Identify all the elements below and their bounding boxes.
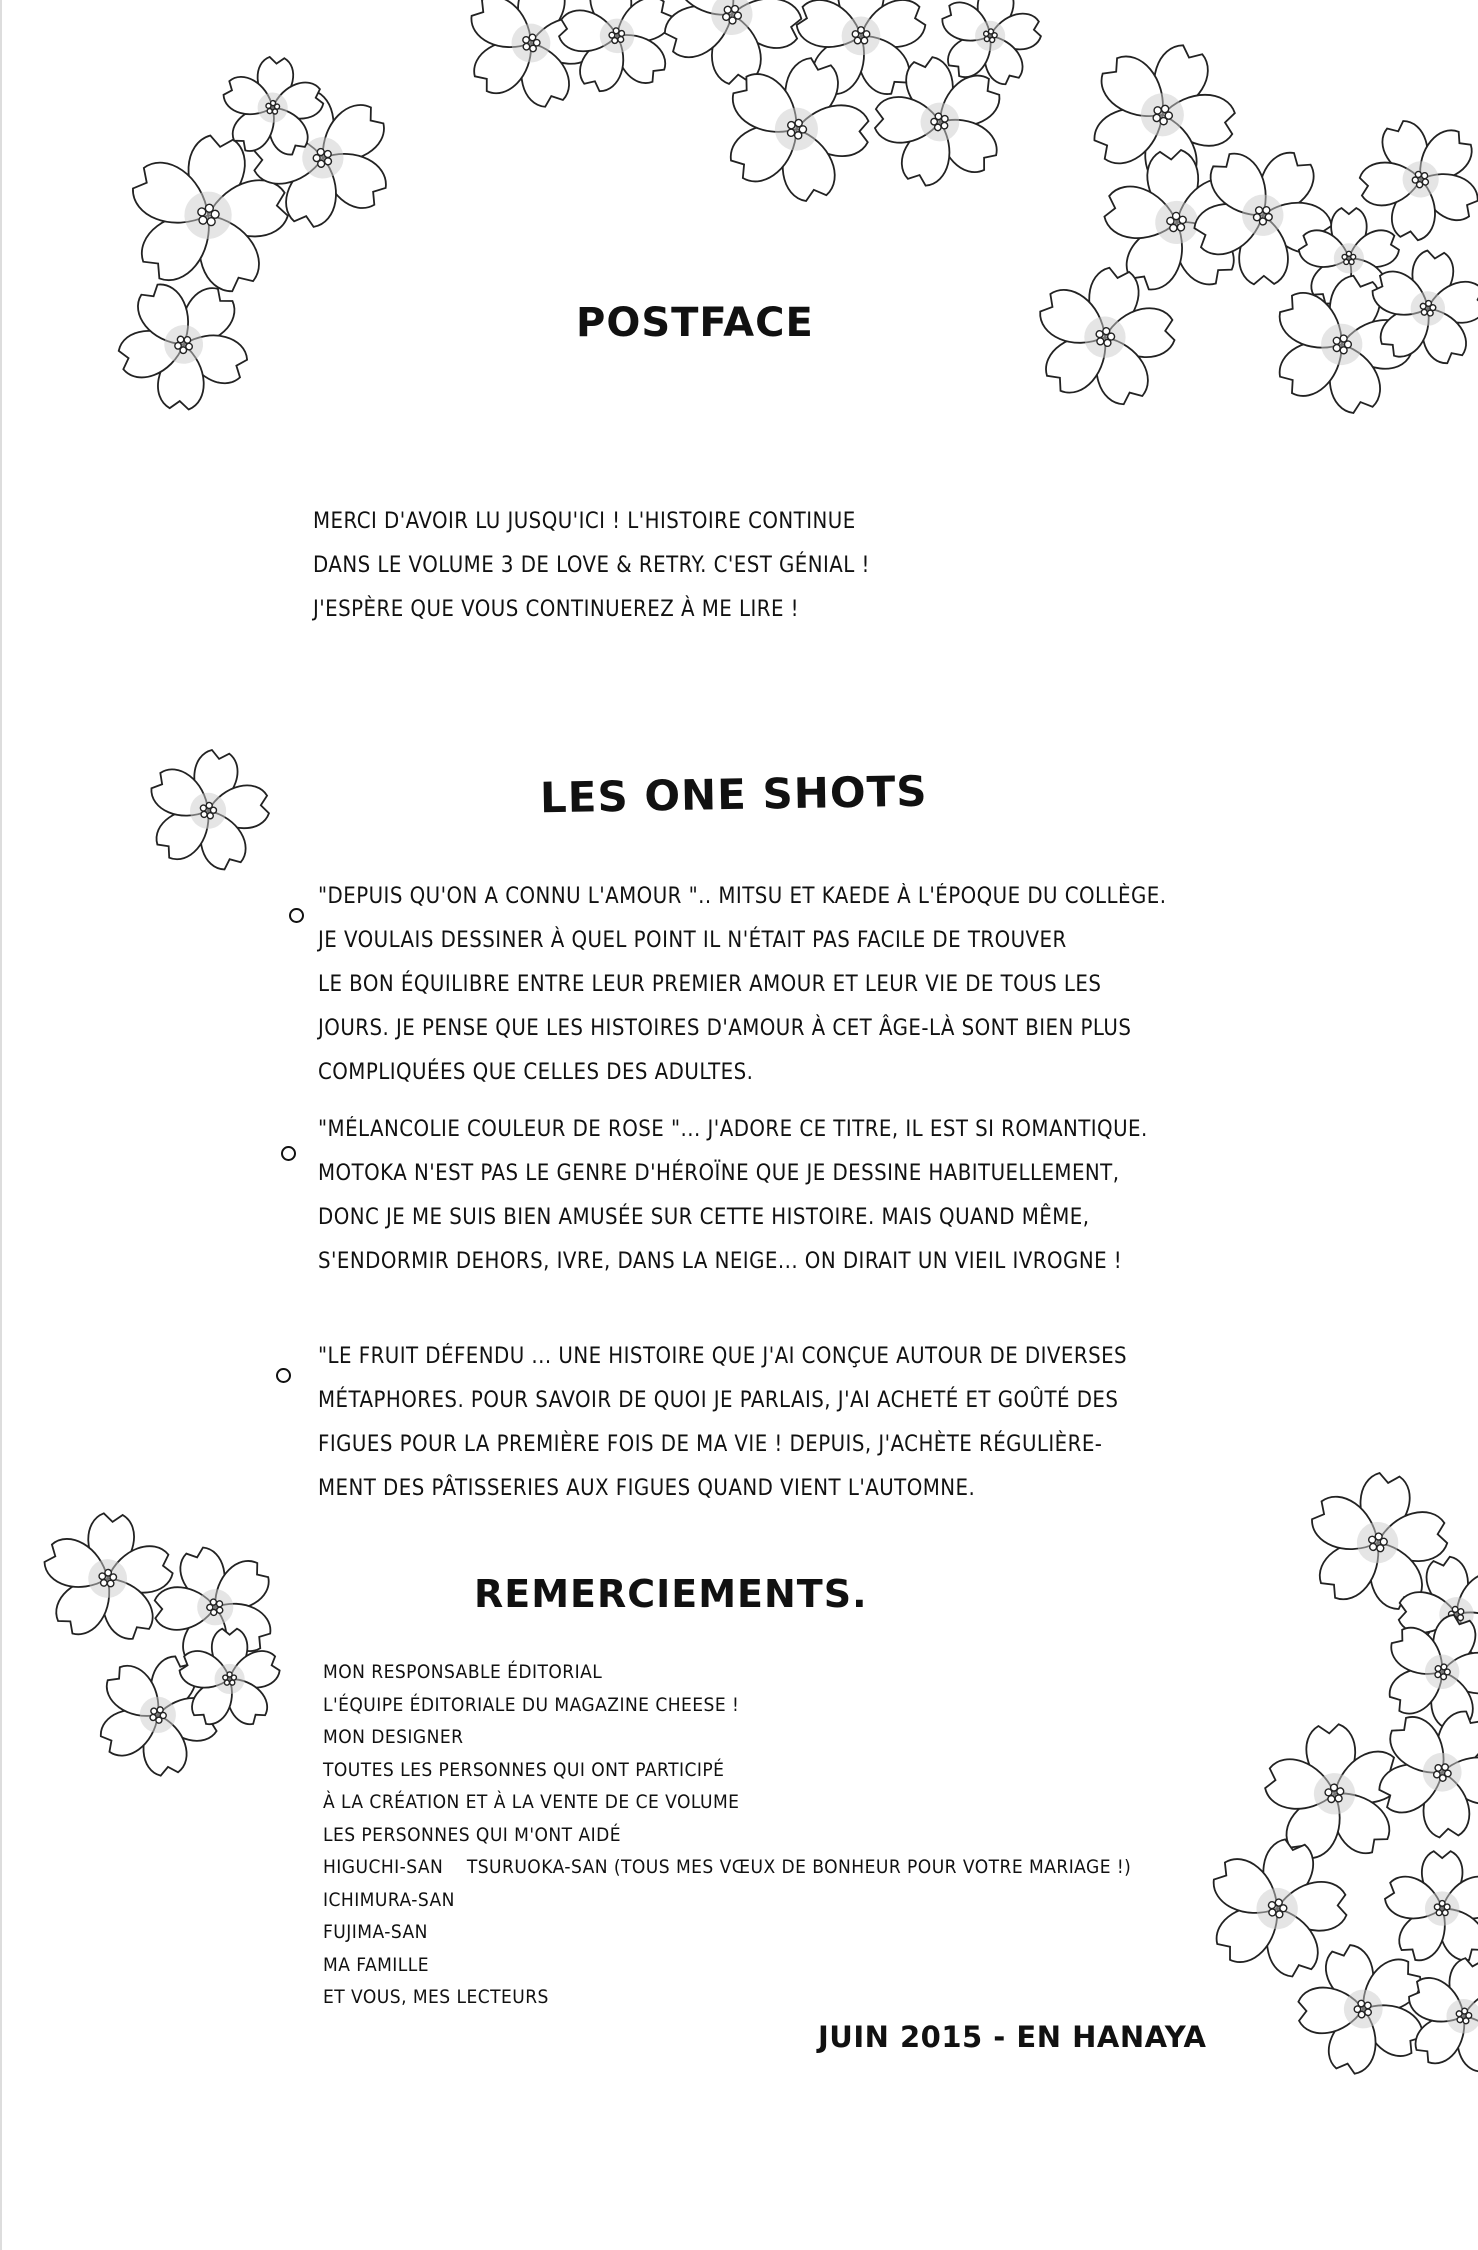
- thanks-list: [323, 1656, 1131, 2014]
- text-line: DANS LE VOLUME 3 DE LOVE & RETRY. C'EST GÉNIAL !: [313, 553, 870, 578]
- thanks-item: MON DESIGNER: [323, 1726, 464, 1748]
- one-shot-3: [318, 1335, 1127, 1511]
- text-line: MOTOKA N'EST PAS LE GENRE D'HÉROÏNE QUE JE DESSINE HABITUELLEMENT,: [318, 1161, 1120, 1186]
- text-line: COMPLIQUÉES QUE CELLES DES ADULTES.: [318, 1060, 754, 1085]
- text-line: JOURS. JE PENSE QUE LES HISTOIRES D'AMOUR À CET ÂGE-LÀ SONT BIEN PLUS: [318, 1016, 1132, 1041]
- text-line: MÉTAPHORES. POUR SAVOIR DE QUOI JE PARLAIS, J'AI ACHETÉ ET GOÛTÉ DES: [318, 1388, 1119, 1413]
- blossom-icon: [34, 1508, 182, 1650]
- thanks-item: ICHIMURA-SAN: [323, 1888, 455, 1911]
- postface-title: POSTFACE: [576, 300, 814, 346]
- thanks-item: LES PERSONNES QUI M'ONT AIDÉ: [323, 1823, 621, 1846]
- thanks-title: REMERCIEMENTS.: [474, 1572, 868, 1616]
- thanks-item: L'ÉQUIPE ÉDITORIALE DU MAGAZINE CHEESE !: [323, 1693, 740, 1716]
- text-line: MERCI D'AVOIR LU JUSQU'ICI ! L'HISTOIRE CONTINUE: [313, 509, 856, 534]
- signature: JUIN 2015 - EN HANAYA: [818, 2020, 1207, 2054]
- thanks-item: HIGUCHI-SAN TSURUOKA-SAN (TOUS MES VŒUX DE BONHEUR POUR VOTRE MARIAGE !): [323, 1856, 1132, 1878]
- text-line: S'ENDORMIR DEHORS, IVRE, DANS LA NEIGE... ON DIRAIT UN VIEIL IVROGNE !: [318, 1249, 1123, 1274]
- bullet-circle-icon: [289, 908, 304, 923]
- text-line: MENT DES PÂTISSERIES AUX FIGUES QUAND VIENT L'AUTOMNE.: [318, 1476, 976, 1501]
- text-line: DONC JE ME SUIS BIEN AMUSÉE SUR CETTE HISTOIRE. MAIS QUAND MÊME,: [318, 1205, 1090, 1230]
- one-shot-2: [318, 1108, 1148, 1284]
- bullet-circle-icon: [281, 1146, 296, 1161]
- thanks-item: ET VOUS, MES LECTEURS: [323, 1986, 549, 2008]
- blossom-icon: [133, 739, 283, 884]
- one-shots-title: LES ONE SHOTS: [539, 766, 928, 823]
- text-line: JE VOULAIS DESSINER À QUEL POINT IL N'ÉTAIT PAS FACILE DE TROUVER: [318, 928, 1067, 953]
- thanks-item: À LA CRÉATION ET À LA VENTE DE CE VOLUME: [323, 1791, 740, 1813]
- text-line: LE BON ÉQUILIBRE ENTRE LEUR PREMIER AMOUR ET LEUR VIE DE TOUS LES: [318, 972, 1102, 997]
- text-line: FIGUES POUR LA PREMIÈRE FOIS DE MA VIE ! DEPUIS, J'ACHÈTE RÉGULIÈRE-: [318, 1432, 1103, 1457]
- thanks-item: FUJIMA-SAN: [323, 1921, 428, 1943]
- text-line: "MÉLANCOLIE COULEUR DE ROSE "... J'ADORE CE TITRE, IL EST SI ROMANTIQUE.: [318, 1117, 1148, 1142]
- text-line: "DEPUIS QU'ON A CONNU L'AMOUR ".. MITSU ET KAEDE À L'ÉPOQUE DU COLLÈGE.: [318, 884, 1167, 909]
- text-line: "LE FRUIT DÉFENDU ... UNE HISTOIRE QUE J'AI CONÇUE AUTOUR DE DIVERSES: [318, 1344, 1128, 1369]
- one-shot-1: [318, 875, 1166, 1095]
- thanks-item: MA FAMILLE: [323, 1953, 430, 1976]
- thanks-item: MON RESPONSABLE ÉDITORIAL: [323, 1661, 603, 1683]
- bullet-circle-icon: [276, 1368, 291, 1383]
- postface-message: [313, 500, 870, 632]
- thanks-item: TOUTES LES PERSONNES QUI ONT PARTICIPÉ: [323, 1758, 725, 1781]
- text-line: J'ESPÈRE QUE VOUS CONTINUEREZ À ME LIRE !: [313, 597, 800, 622]
- blossom-icon: [1381, 1851, 1478, 1967]
